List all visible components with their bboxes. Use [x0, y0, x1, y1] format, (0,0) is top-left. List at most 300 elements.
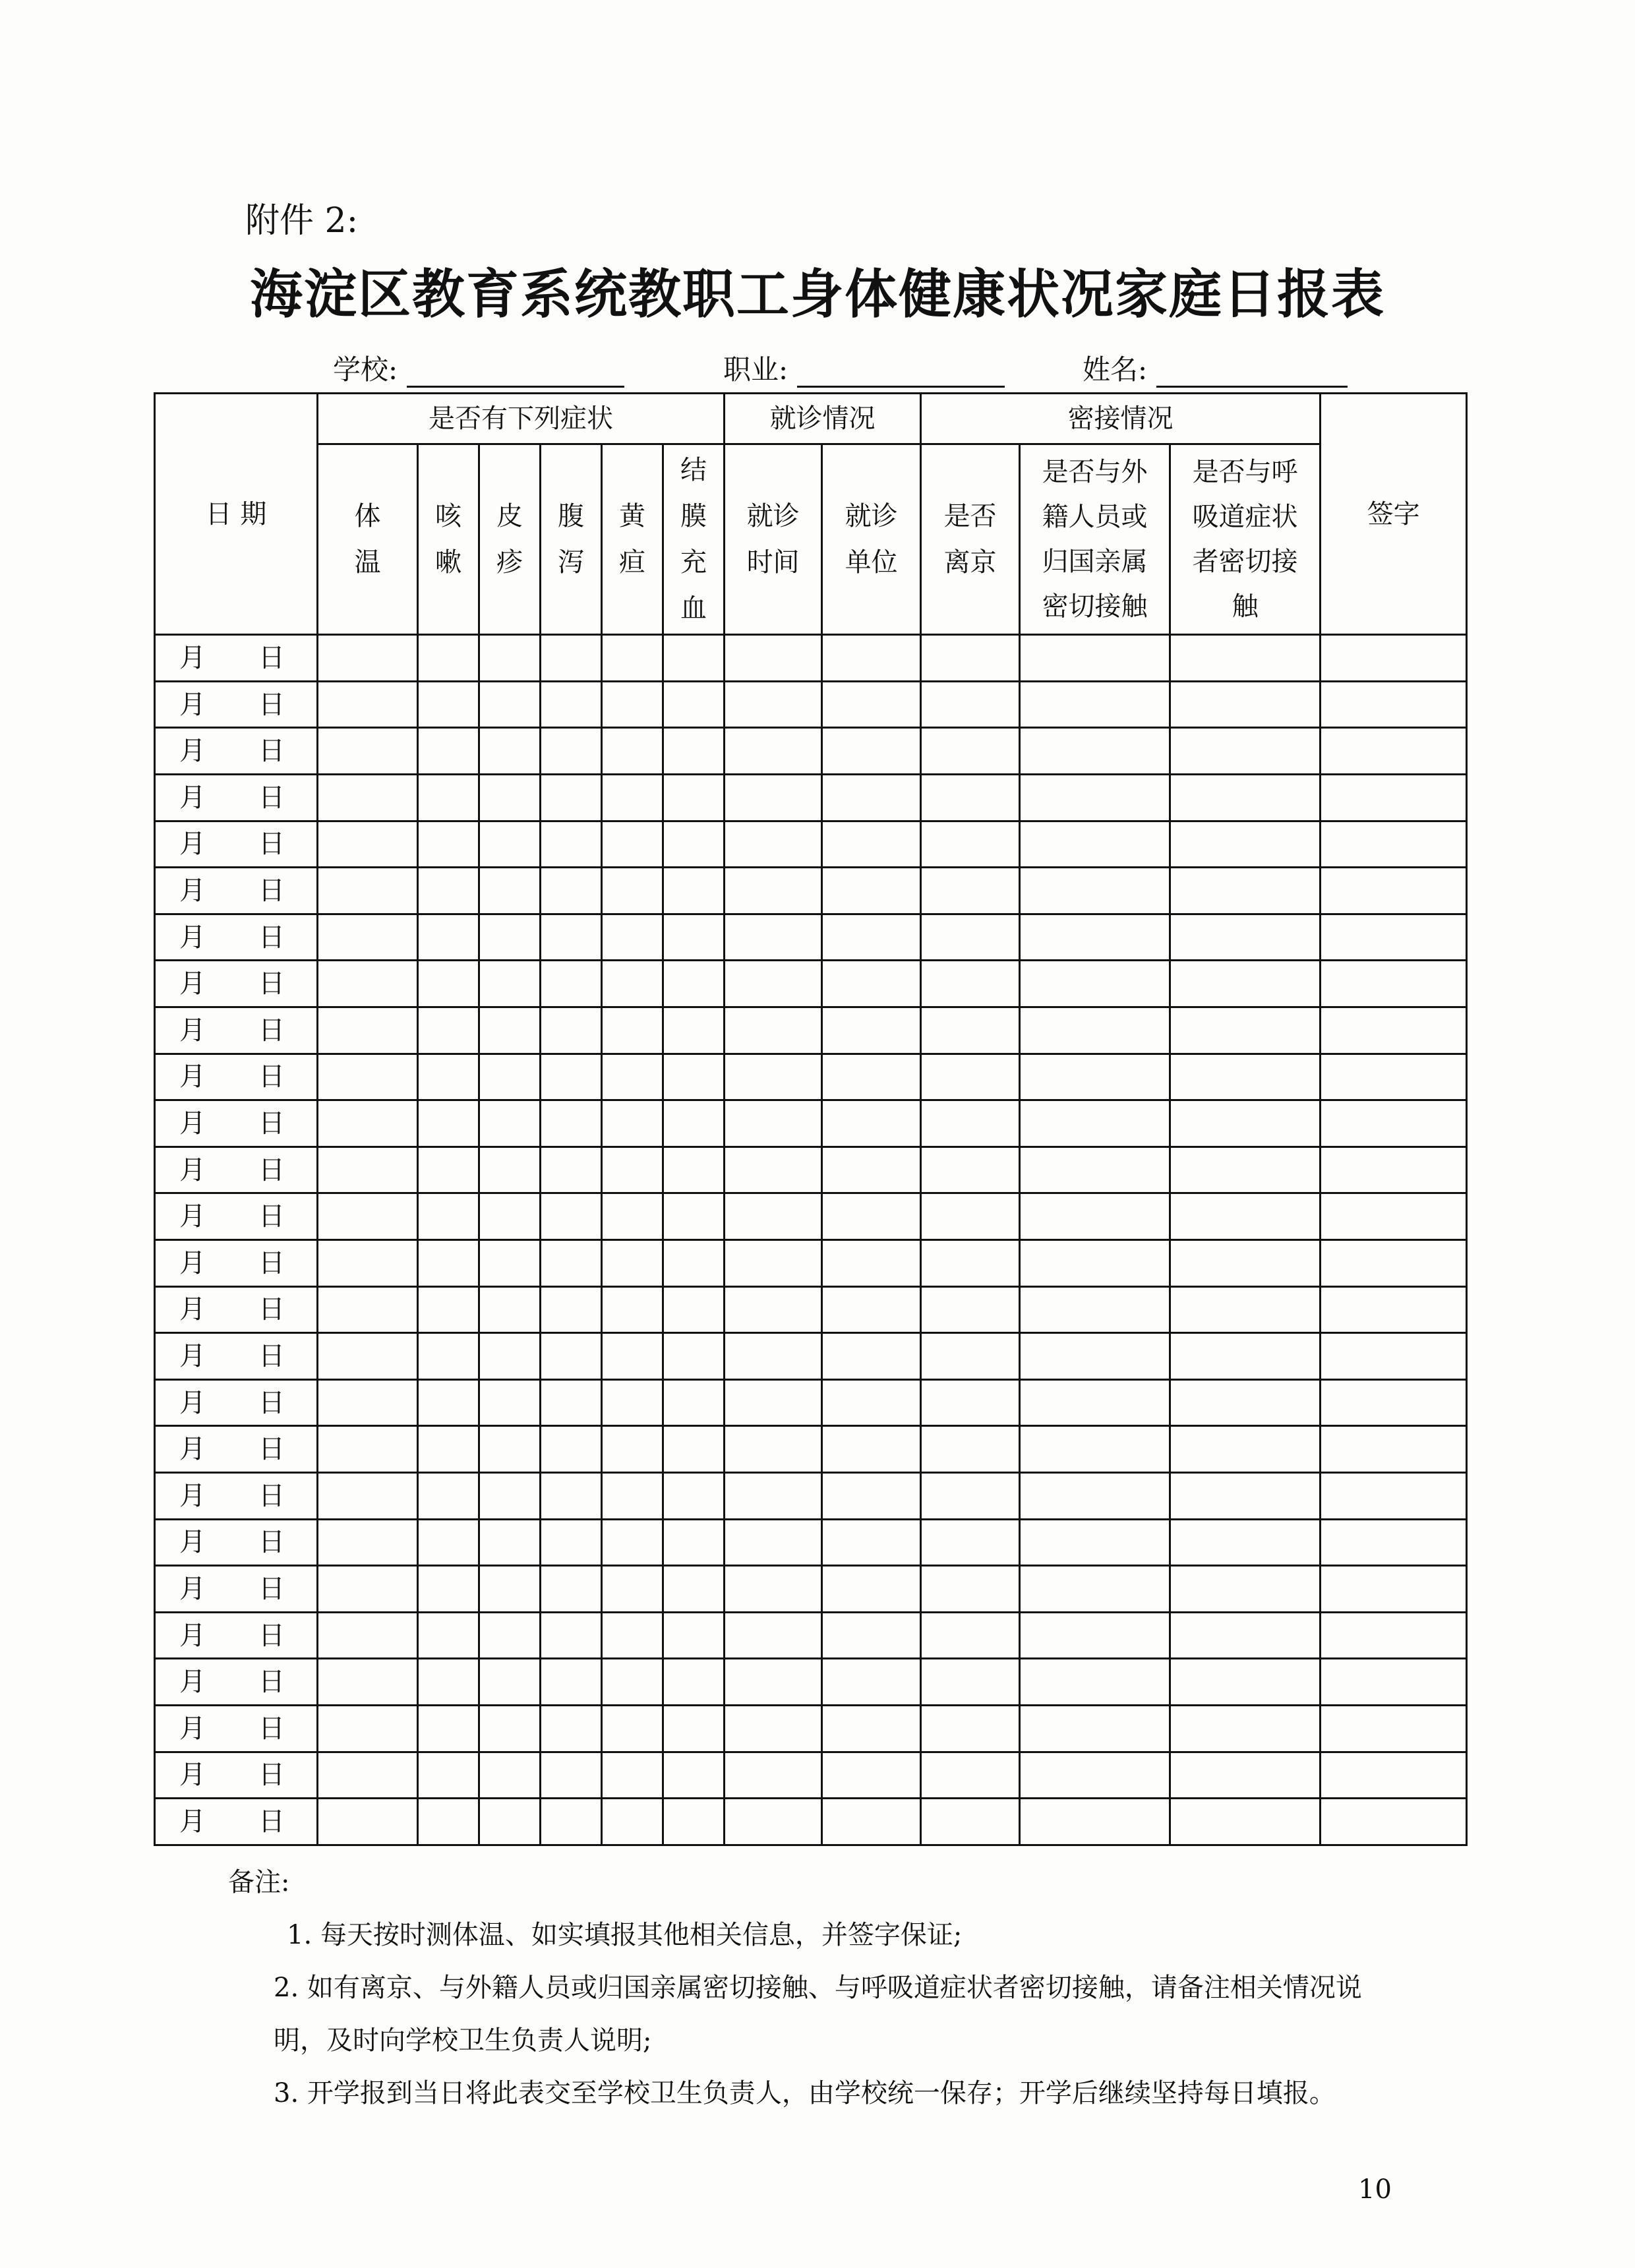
entry-cell[interactable] — [1170, 1752, 1321, 1799]
entry-cell[interactable] — [541, 728, 602, 775]
entry-cell[interactable] — [1020, 1100, 1170, 1147]
entry-cell[interactable] — [1020, 1799, 1170, 1845]
entry-cell[interactable] — [822, 1193, 921, 1240]
entry-cell[interactable] — [602, 1240, 663, 1287]
entry-cell[interactable] — [479, 1426, 541, 1473]
entry-cell[interactable] — [1321, 1147, 1467, 1193]
entry-cell[interactable] — [418, 821, 479, 868]
entry-cell[interactable] — [1170, 821, 1321, 868]
entry-cell[interactable] — [1321, 868, 1467, 914]
date-cell[interactable] — [155, 821, 318, 868]
entry-cell[interactable] — [418, 1007, 479, 1054]
entry-cell[interactable] — [602, 1799, 663, 1845]
entry-cell[interactable] — [663, 635, 725, 682]
entry-cell[interactable] — [1020, 1519, 1170, 1566]
entry-cell[interactable] — [663, 775, 725, 821]
entry-cell[interactable] — [1170, 1193, 1321, 1240]
entry-cell[interactable] — [1321, 635, 1467, 682]
entry-cell[interactable] — [921, 1612, 1020, 1659]
entry-cell[interactable] — [479, 1659, 541, 1706]
entry-cell[interactable] — [822, 635, 921, 682]
entry-cell[interactable] — [921, 1100, 1020, 1147]
entry-cell[interactable] — [479, 868, 541, 914]
name-blank[interactable] — [1156, 357, 1348, 388]
entry-cell[interactable] — [318, 868, 418, 914]
entry-cell[interactable] — [822, 1147, 921, 1193]
entry-cell[interactable] — [1170, 914, 1321, 961]
entry-cell[interactable] — [541, 635, 602, 682]
entry-cell[interactable] — [1321, 775, 1467, 821]
entry-cell[interactable] — [602, 1379, 663, 1426]
entry-cell[interactable] — [479, 728, 541, 775]
entry-cell[interactable] — [663, 1286, 725, 1333]
entry-cell[interactable] — [418, 681, 479, 728]
date-cell[interactable] — [155, 1333, 318, 1380]
entry-cell[interactable] — [418, 961, 479, 1007]
entry-cell[interactable] — [602, 728, 663, 775]
entry-cell[interactable] — [725, 1705, 822, 1752]
entry-cell[interactable] — [663, 1799, 725, 1845]
entry-cell[interactable] — [479, 1286, 541, 1333]
date-cell[interactable] — [155, 775, 318, 821]
entry-cell[interactable] — [602, 635, 663, 682]
entry-cell[interactable] — [1321, 821, 1467, 868]
entry-cell[interactable] — [921, 868, 1020, 914]
entry-cell[interactable] — [418, 914, 479, 961]
date-cell[interactable] — [155, 1705, 318, 1752]
date-cell[interactable] — [155, 1240, 318, 1287]
entry-cell[interactable] — [663, 1752, 725, 1799]
entry-cell[interactable] — [1321, 1426, 1467, 1473]
entry-cell[interactable] — [1170, 1147, 1321, 1193]
entry-cell[interactable] — [541, 1426, 602, 1473]
entry-cell[interactable] — [822, 1752, 921, 1799]
entry-cell[interactable] — [1321, 1286, 1467, 1333]
entry-cell[interactable] — [725, 1799, 822, 1845]
entry-cell[interactable] — [663, 1240, 725, 1287]
entry-cell[interactable] — [418, 1426, 479, 1473]
entry-cell[interactable] — [541, 1705, 602, 1752]
entry-cell[interactable] — [822, 1519, 921, 1566]
entry-cell[interactable] — [1170, 1519, 1321, 1566]
entry-cell[interactable] — [418, 1752, 479, 1799]
entry-cell[interactable] — [602, 1054, 663, 1100]
entry-cell[interactable] — [602, 914, 663, 961]
entry-cell[interactable] — [541, 1659, 602, 1706]
date-cell[interactable] — [155, 1566, 318, 1613]
entry-cell[interactable] — [1321, 1472, 1467, 1519]
entry-cell[interactable] — [1020, 1147, 1170, 1193]
entry-cell[interactable] — [318, 1054, 418, 1100]
entry-cell[interactable] — [725, 1752, 822, 1799]
date-cell[interactable] — [155, 1054, 318, 1100]
entry-cell[interactable] — [479, 1752, 541, 1799]
entry-cell[interactable] — [822, 728, 921, 775]
date-cell[interactable] — [155, 1007, 318, 1054]
date-cell[interactable] — [155, 914, 318, 961]
entry-cell[interactable] — [822, 1705, 921, 1752]
entry-cell[interactable] — [602, 1472, 663, 1519]
entry-cell[interactable] — [318, 1752, 418, 1799]
date-cell[interactable] — [155, 1659, 318, 1706]
date-cell[interactable] — [155, 1147, 318, 1193]
entry-cell[interactable] — [822, 1659, 921, 1706]
entry-cell[interactable] — [822, 961, 921, 1007]
entry-cell[interactable] — [541, 775, 602, 821]
entry-cell[interactable] — [479, 1705, 541, 1752]
entry-cell[interactable] — [541, 1240, 602, 1287]
entry-cell[interactable] — [921, 775, 1020, 821]
entry-cell[interactable] — [602, 1705, 663, 1752]
entry-cell[interactable] — [663, 1054, 725, 1100]
entry-cell[interactable] — [318, 1659, 418, 1706]
entry-cell[interactable] — [921, 1426, 1020, 1473]
entry-cell[interactable] — [1020, 961, 1170, 1007]
entry-cell[interactable] — [418, 1705, 479, 1752]
entry-cell[interactable] — [663, 1519, 725, 1566]
entry-cell[interactable] — [479, 1100, 541, 1147]
entry-cell[interactable] — [1170, 868, 1321, 914]
entry-cell[interactable] — [1321, 1193, 1467, 1240]
entry-cell[interactable] — [602, 1007, 663, 1054]
entry-cell[interactable] — [418, 1240, 479, 1287]
entry-cell[interactable] — [663, 1147, 725, 1193]
entry-cell[interactable] — [479, 1240, 541, 1287]
entry-cell[interactable] — [602, 681, 663, 728]
entry-cell[interactable] — [541, 961, 602, 1007]
entry-cell[interactable] — [921, 1240, 1020, 1287]
entry-cell[interactable] — [822, 821, 921, 868]
date-cell[interactable] — [155, 1472, 318, 1519]
entry-cell[interactable] — [725, 1100, 822, 1147]
entry-cell[interactable] — [822, 1472, 921, 1519]
entry-cell[interactable] — [418, 1333, 479, 1380]
entry-cell[interactable] — [725, 868, 822, 914]
entry-cell[interactable] — [921, 1147, 1020, 1193]
entry-cell[interactable] — [418, 1519, 479, 1566]
entry-cell[interactable] — [725, 728, 822, 775]
date-cell[interactable] — [155, 728, 318, 775]
entry-cell[interactable] — [1020, 868, 1170, 914]
date-cell[interactable] — [155, 961, 318, 1007]
entry-cell[interactable] — [602, 868, 663, 914]
entry-cell[interactable] — [921, 821, 1020, 868]
entry-cell[interactable] — [1321, 728, 1467, 775]
entry-cell[interactable] — [822, 1100, 921, 1147]
entry-cell[interactable] — [318, 681, 418, 728]
entry-cell[interactable] — [725, 1566, 822, 1613]
entry-cell[interactable] — [479, 1147, 541, 1193]
entry-cell[interactable] — [418, 1472, 479, 1519]
entry-cell[interactable] — [822, 1379, 921, 1426]
entry-cell[interactable] — [318, 1705, 418, 1752]
entry-cell[interactable] — [318, 1286, 418, 1333]
entry-cell[interactable] — [725, 1659, 822, 1706]
entry-cell[interactable] — [725, 1426, 822, 1473]
entry-cell[interactable] — [1170, 1799, 1321, 1845]
entry-cell[interactable] — [1020, 821, 1170, 868]
entry-cell[interactable] — [1020, 1240, 1170, 1287]
entry-cell[interactable] — [1170, 1286, 1321, 1333]
entry-cell[interactable] — [663, 1472, 725, 1519]
entry-cell[interactable] — [725, 1007, 822, 1054]
entry-cell[interactable] — [479, 914, 541, 961]
entry-cell[interactable] — [602, 775, 663, 821]
entry-cell[interactable] — [602, 961, 663, 1007]
entry-cell[interactable] — [1020, 1659, 1170, 1706]
entry-cell[interactable] — [602, 1147, 663, 1193]
entry-cell[interactable] — [663, 1612, 725, 1659]
entry-cell[interactable] — [822, 1007, 921, 1054]
entry-cell[interactable] — [822, 1333, 921, 1380]
entry-cell[interactable] — [822, 1286, 921, 1333]
entry-cell[interactable] — [822, 914, 921, 961]
entry-cell[interactable] — [725, 914, 822, 961]
entry-cell[interactable] — [663, 1193, 725, 1240]
entry-cell[interactable] — [418, 1147, 479, 1193]
entry-cell[interactable] — [418, 868, 479, 914]
date-cell[interactable] — [155, 681, 318, 728]
entry-cell[interactable] — [1170, 1659, 1321, 1706]
entry-cell[interactable] — [1020, 914, 1170, 961]
entry-cell[interactable] — [921, 1705, 1020, 1752]
entry-cell[interactable] — [1321, 961, 1467, 1007]
entry-cell[interactable] — [921, 1472, 1020, 1519]
entry-cell[interactable] — [479, 821, 541, 868]
entry-cell[interactable] — [1020, 1193, 1170, 1240]
date-cell[interactable] — [155, 1612, 318, 1659]
entry-cell[interactable] — [541, 1799, 602, 1845]
entry-cell[interactable] — [318, 914, 418, 961]
entry-cell[interactable] — [822, 1054, 921, 1100]
entry-cell[interactable] — [921, 681, 1020, 728]
entry-cell[interactable] — [822, 1566, 921, 1613]
entry-cell[interactable] — [602, 821, 663, 868]
entry-cell[interactable] — [725, 775, 822, 821]
entry-cell[interactable] — [1020, 1286, 1170, 1333]
entry-cell[interactable] — [1020, 1472, 1170, 1519]
entry-cell[interactable] — [1321, 1333, 1467, 1380]
entry-cell[interactable] — [318, 1519, 418, 1566]
entry-cell[interactable] — [1170, 1333, 1321, 1380]
entry-cell[interactable] — [663, 1659, 725, 1706]
entry-cell[interactable] — [479, 1333, 541, 1380]
entry-cell[interactable] — [1170, 681, 1321, 728]
entry-cell[interactable] — [1170, 775, 1321, 821]
entry-cell[interactable] — [479, 681, 541, 728]
entry-cell[interactable] — [418, 1799, 479, 1845]
entry-cell[interactable] — [725, 1519, 822, 1566]
entry-cell[interactable] — [663, 868, 725, 914]
entry-cell[interactable] — [663, 1379, 725, 1426]
entry-cell[interactable] — [663, 681, 725, 728]
entry-cell[interactable] — [541, 1193, 602, 1240]
entry-cell[interactable] — [541, 1286, 602, 1333]
entry-cell[interactable] — [541, 1752, 602, 1799]
entry-cell[interactable] — [1321, 1007, 1467, 1054]
entry-cell[interactable] — [479, 635, 541, 682]
entry-cell[interactable] — [1321, 1705, 1467, 1752]
entry-cell[interactable] — [663, 1566, 725, 1613]
entry-cell[interactable] — [602, 1659, 663, 1706]
entry-cell[interactable] — [479, 1472, 541, 1519]
entry-cell[interactable] — [1170, 1240, 1321, 1287]
entry-cell[interactable] — [479, 1799, 541, 1845]
entry-cell[interactable] — [418, 1566, 479, 1613]
entry-cell[interactable] — [1321, 1799, 1467, 1845]
entry-cell[interactable] — [1020, 775, 1170, 821]
entry-cell[interactable] — [1170, 1612, 1321, 1659]
entry-cell[interactable] — [1020, 1426, 1170, 1473]
entry-cell[interactable] — [1321, 1566, 1467, 1613]
entry-cell[interactable] — [921, 961, 1020, 1007]
entry-cell[interactable] — [318, 1333, 418, 1380]
entry-cell[interactable] — [318, 1799, 418, 1845]
entry-cell[interactable] — [921, 1379, 1020, 1426]
entry-cell[interactable] — [541, 821, 602, 868]
entry-cell[interactable] — [1170, 1054, 1321, 1100]
entry-cell[interactable] — [418, 1054, 479, 1100]
entry-cell[interactable] — [479, 1054, 541, 1100]
date-cell[interactable] — [155, 1100, 318, 1147]
entry-cell[interactable] — [1321, 1752, 1467, 1799]
school-blank[interactable] — [407, 357, 624, 388]
entry-cell[interactable] — [602, 1193, 663, 1240]
entry-cell[interactable] — [602, 1612, 663, 1659]
entry-cell[interactable] — [663, 1333, 725, 1380]
entry-cell[interactable] — [318, 1007, 418, 1054]
entry-cell[interactable] — [822, 775, 921, 821]
entry-cell[interactable] — [479, 1566, 541, 1613]
entry-cell[interactable] — [1020, 1566, 1170, 1613]
entry-cell[interactable] — [725, 1379, 822, 1426]
date-cell[interactable] — [155, 1193, 318, 1240]
entry-cell[interactable] — [725, 1472, 822, 1519]
entry-cell[interactable] — [725, 1054, 822, 1100]
entry-cell[interactable] — [1321, 1100, 1467, 1147]
entry-cell[interactable] — [663, 1100, 725, 1147]
entry-cell[interactable] — [318, 961, 418, 1007]
entry-cell[interactable] — [1170, 1379, 1321, 1426]
entry-cell[interactable] — [541, 1054, 602, 1100]
date-cell[interactable] — [155, 1286, 318, 1333]
entry-cell[interactable] — [921, 728, 1020, 775]
entry-cell[interactable] — [418, 1379, 479, 1426]
entry-cell[interactable] — [921, 1286, 1020, 1333]
entry-cell[interactable] — [725, 1147, 822, 1193]
entry-cell[interactable] — [418, 728, 479, 775]
entry-cell[interactable] — [1020, 728, 1170, 775]
entry-cell[interactable] — [663, 914, 725, 961]
entry-cell[interactable] — [418, 775, 479, 821]
entry-cell[interactable] — [318, 1612, 418, 1659]
entry-cell[interactable] — [921, 1752, 1020, 1799]
entry-cell[interactable] — [1321, 1054, 1467, 1100]
entry-cell[interactable] — [602, 1333, 663, 1380]
entry-cell[interactable] — [541, 868, 602, 914]
entry-cell[interactable] — [541, 1100, 602, 1147]
entry-cell[interactable] — [921, 1799, 1020, 1845]
entry-cell[interactable] — [318, 635, 418, 682]
entry-cell[interactable] — [1170, 1472, 1321, 1519]
entry-cell[interactable] — [725, 1286, 822, 1333]
entry-cell[interactable] — [1321, 914, 1467, 961]
entry-cell[interactable] — [479, 961, 541, 1007]
entry-cell[interactable] — [541, 681, 602, 728]
entry-cell[interactable] — [318, 1193, 418, 1240]
entry-cell[interactable] — [921, 1566, 1020, 1613]
entry-cell[interactable] — [418, 635, 479, 682]
entry-cell[interactable] — [663, 1426, 725, 1473]
entry-cell[interactable] — [1321, 1379, 1467, 1426]
entry-cell[interactable] — [921, 1193, 1020, 1240]
entry-cell[interactable] — [1020, 1054, 1170, 1100]
entry-cell[interactable] — [602, 1752, 663, 1799]
entry-cell[interactable] — [479, 1007, 541, 1054]
entry-cell[interactable] — [1170, 1426, 1321, 1473]
entry-cell[interactable] — [921, 1659, 1020, 1706]
entry-cell[interactable] — [541, 1472, 602, 1519]
entry-cell[interactable] — [602, 1519, 663, 1566]
entry-cell[interactable] — [725, 1240, 822, 1287]
entry-cell[interactable] — [663, 1705, 725, 1752]
entry-cell[interactable] — [822, 681, 921, 728]
entry-cell[interactable] — [822, 1240, 921, 1287]
entry-cell[interactable] — [1020, 635, 1170, 682]
entry-cell[interactable] — [822, 1612, 921, 1659]
entry-cell[interactable] — [663, 1007, 725, 1054]
date-cell[interactable] — [155, 1426, 318, 1473]
entry-cell[interactable] — [663, 821, 725, 868]
entry-cell[interactable] — [479, 1379, 541, 1426]
entry-cell[interactable] — [725, 1612, 822, 1659]
entry-cell[interactable] — [921, 1333, 1020, 1380]
entry-cell[interactable] — [921, 1007, 1020, 1054]
entry-cell[interactable] — [541, 1566, 602, 1613]
entry-cell[interactable] — [1020, 1007, 1170, 1054]
entry-cell[interactable] — [921, 914, 1020, 961]
entry-cell[interactable] — [602, 1426, 663, 1473]
entry-cell[interactable] — [318, 728, 418, 775]
entry-cell[interactable] — [1020, 1333, 1170, 1380]
entry-cell[interactable] — [602, 1100, 663, 1147]
date-cell[interactable] — [155, 1379, 318, 1426]
entry-cell[interactable] — [822, 868, 921, 914]
entry-cell[interactable] — [541, 914, 602, 961]
entry-cell[interactable] — [541, 1612, 602, 1659]
entry-cell[interactable] — [541, 1379, 602, 1426]
entry-cell[interactable] — [541, 1007, 602, 1054]
entry-cell[interactable] — [1321, 681, 1467, 728]
entry-cell[interactable] — [725, 635, 822, 682]
entry-cell[interactable] — [479, 1519, 541, 1566]
entry-cell[interactable] — [479, 1193, 541, 1240]
entry-cell[interactable] — [1321, 1240, 1467, 1287]
entry-cell[interactable] — [663, 728, 725, 775]
entry-cell[interactable] — [418, 1100, 479, 1147]
entry-cell[interactable] — [725, 961, 822, 1007]
entry-cell[interactable] — [418, 1612, 479, 1659]
entry-cell[interactable] — [1170, 1566, 1321, 1613]
entry-cell[interactable] — [479, 1612, 541, 1659]
entry-cell[interactable] — [1020, 681, 1170, 728]
date-cell[interactable] — [155, 1799, 318, 1845]
entry-cell[interactable] — [418, 1286, 479, 1333]
entry-cell[interactable] — [541, 1519, 602, 1566]
entry-cell[interactable] — [318, 1379, 418, 1426]
entry-cell[interactable] — [318, 1147, 418, 1193]
entry-cell[interactable] — [1170, 728, 1321, 775]
